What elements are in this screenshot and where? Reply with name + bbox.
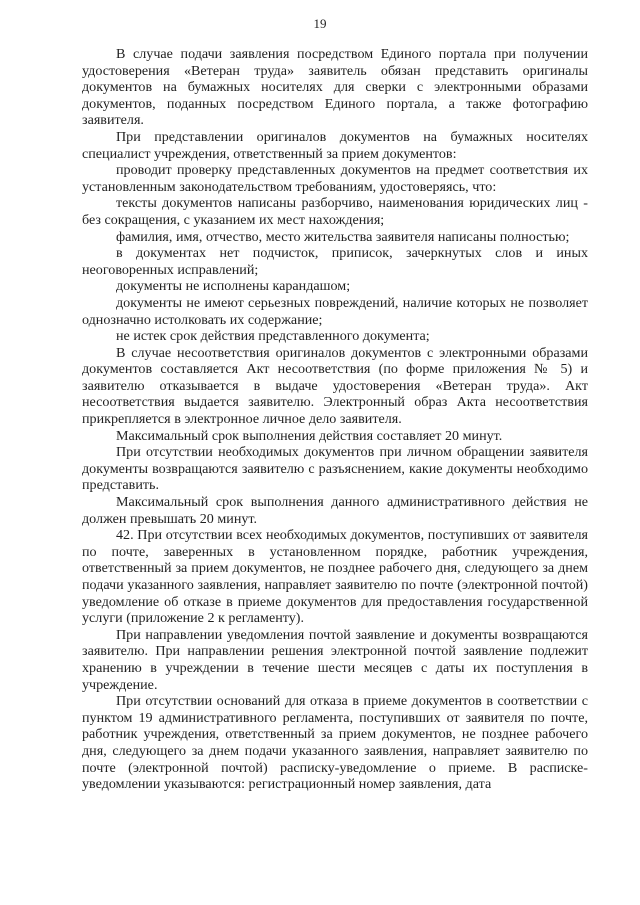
paragraph: Максимальный срок выполнения данного административного действия не должен превышать 20 минут. [82, 494, 588, 527]
page-number: 19 [313, 16, 327, 31]
paragraph: фамилия, имя, отчество, место жительства заявителя написаны полностью; [116, 228, 570, 245]
paragraph: не истек срок действия представленного документа; [116, 328, 430, 345]
paragraph: При отсутствии необходимых документов при личном обращении заявителя документы возвращаются заявителю с разъяснением, какие документы необходимо представить. [82, 444, 588, 494]
paragraph: При отсутствии оснований для отказа в приеме документов в соответствии с пунктом 19 административного регламента, поступивших от заявителя по почте, работник учреждения, ответственный за прием документов, не позднее рабочего дня, следующего за днем подачи указанного заявления, направляет заявителю по почте (электронной почтой) расписку-уведомление о приеме. В расписке-уведомлении указываются: регистрационный номер заявления, дата [82, 693, 588, 793]
paragraph: тексты документов написаны разборчиво, наименования юридических лиц - без сокращения, с указанием их мест нахождения; [82, 195, 588, 228]
paragraph: При представлении оригиналов документов на бумажных носителях специалист учреждения, ответственный за прием документов: [82, 128, 588, 162]
document-body [82, 46, 588, 793]
paragraph: 42. При отсутствии всех необходимых документов, поступивших от заявителя по почте, заверенных в установленном порядке, работник учреждения, ответственный за прием документов, не позднее рабочего дня, следующего за днем подачи указанного заявления, направляет заявителю по почте (электронной почтой) уведомление об отказе в приеме документов для предоставления государственной услуги (приложение 2 к регламенту). [82, 527, 588, 627]
paragraph: В случае подачи заявления посредством Единого портала при получении удостоверения «Ветеран труда» заявитель обязан представить оригиналы документов на бумажных носителях для сверки с электронными образами документов, поданных посредством Единого портала, а также фотографию заявителя. [82, 46, 588, 129]
paragraph: документы не имеют серьезных повреждений, наличие которых не позволяет однозначно истолковать их содержание; [82, 294, 588, 328]
paragraph: документы не исполнены карандашом; [116, 278, 351, 295]
paragraph: При направлении уведомления почтой заявление и документы возвращаются заявителю. При направлении решения электронной почтой заявление подлежит хранению в учреждении в течение шести месяцев с даты их поступления в учреждение. [82, 626, 588, 693]
paragraph: проводит проверку представленных документов на предмет соответствия их установленным законодательством требованиям, удостоверяясь, что: [82, 162, 588, 195]
paragraph: Максимальный срок выполнения действия составляет 20 минут. [116, 427, 503, 444]
paragraph: В случае несоответствия оригиналов документов с электронными образами документов составляется Акт несоответствия (по форме приложения № 5) и заявителю отказывается в выдаче удостоверения «Ветеран труда». Акт несоответствия выдается заявителю. Электронный образ Акта несоответствия прикрепляется в электронное личное дело заявителя. [82, 344, 588, 428]
paragraph: в документах нет подчисток, приписок, зачеркнутых слов и иных неоговоренных исправлений; [82, 245, 588, 278]
